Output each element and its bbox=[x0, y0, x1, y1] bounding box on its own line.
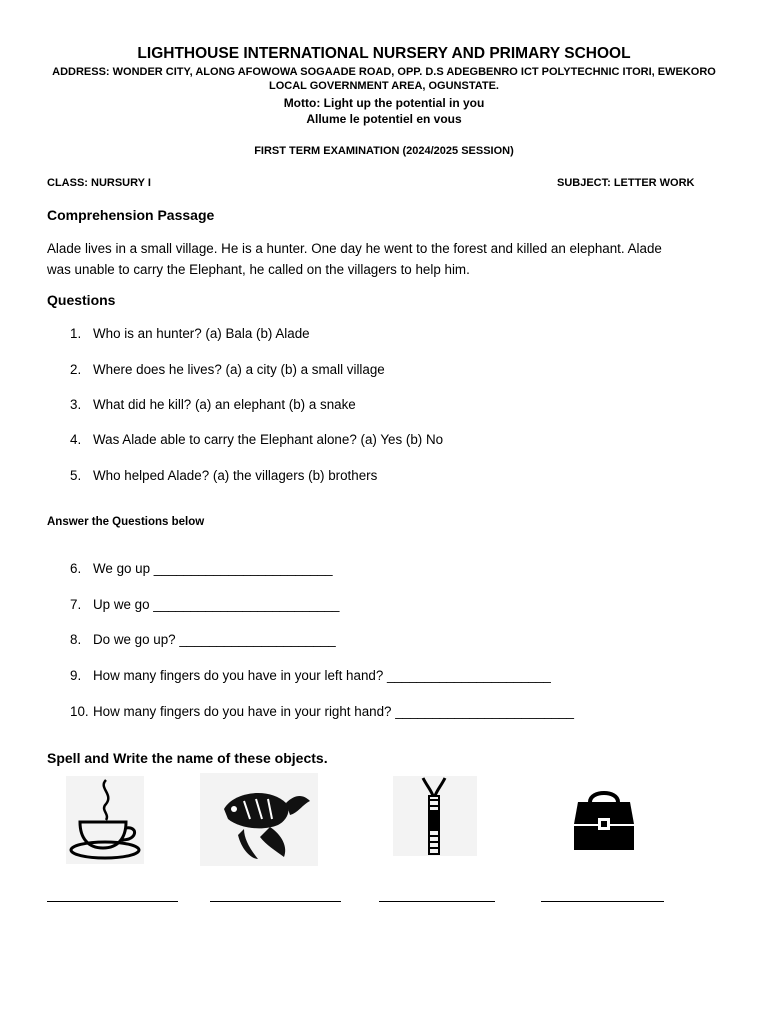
answer-blank-3[interactable] bbox=[379, 901, 495, 902]
question-number: 8. bbox=[70, 632, 82, 647]
answer-question-item bbox=[70, 704, 574, 719]
question-item bbox=[70, 397, 356, 412]
question-number: 3. bbox=[70, 397, 82, 412]
school-name: LIGHTHOUSE INTERNATIONAL NURSERY AND PRIMARY SCHOOL bbox=[137, 45, 631, 62]
motto-english: Motto: Light up the potential in you bbox=[283, 96, 485, 110]
comprehension-passage bbox=[47, 238, 727, 280]
handbag-icon bbox=[570, 786, 638, 852]
question-number: 7. bbox=[70, 597, 82, 612]
question-text: What did he kill? (a) an elephant (b) a snake bbox=[93, 397, 356, 412]
school-address bbox=[40, 66, 728, 93]
question-item bbox=[70, 468, 377, 483]
zipper-icon bbox=[393, 776, 477, 856]
question-number: 1. bbox=[70, 326, 82, 341]
question-number: 6. bbox=[70, 561, 82, 576]
cup-icon bbox=[66, 776, 144, 864]
answer-question-item bbox=[70, 668, 551, 683]
school-motto bbox=[0, 95, 768, 127]
address-line-1: ADDRESS: WONDER CITY, ALONG AFOWOWA SOGAADE ROAD, OPP. D.S ADEGBENRO ICT POLYTECHNIC ITORI, EWEKORO bbox=[52, 66, 716, 78]
subject-label: SUBJECT: LETTER WORK bbox=[557, 177, 695, 189]
comprehension-heading: Comprehension Passage bbox=[47, 207, 215, 223]
answer-blank-2[interactable] bbox=[210, 901, 341, 902]
question-item bbox=[70, 326, 310, 341]
question-text: Up we go _________________________ bbox=[93, 597, 340, 612]
answer-blank-4[interactable] bbox=[541, 901, 664, 902]
passage-line-2: was unable to carry the Elephant, he called on the villagers to help him. bbox=[47, 262, 470, 277]
answer-question-item bbox=[70, 561, 333, 576]
address-line-2: LOCAL GOVERNMENT AREA, OGUNSTATE. bbox=[269, 79, 499, 92]
question-text: Who is an hunter? (a) Bala (b) Alade bbox=[93, 326, 310, 341]
question-text: How many fingers do you have in your left hand? ______________________ bbox=[93, 668, 551, 683]
answer-question-item bbox=[70, 632, 336, 647]
answer-heading: Answer the Questions below bbox=[47, 516, 205, 528]
question-item bbox=[70, 362, 385, 377]
question-item bbox=[70, 432, 443, 447]
spell-heading: Spell and Write the name of these objects. bbox=[47, 750, 328, 766]
answer-question-item bbox=[70, 597, 339, 612]
questions-heading: Questions bbox=[47, 292, 116, 308]
question-text: Do we go up? _____________________ bbox=[93, 632, 336, 647]
question-number: 10. bbox=[70, 704, 89, 719]
fish-icon bbox=[200, 773, 318, 866]
question-number: 4. bbox=[70, 432, 82, 447]
question-text: Who helped Alade? (a) the villagers (b) brothers bbox=[93, 468, 378, 483]
exam-title: FIRST TERM EXAMINATION (2024/2025 SESSION) bbox=[254, 145, 514, 157]
answer-blank-1[interactable] bbox=[47, 901, 178, 902]
question-text: Where does he lives? (a) a city (b) a small village bbox=[93, 362, 385, 377]
question-number: 5. bbox=[70, 468, 82, 483]
question-text: We go up ________________________ bbox=[93, 561, 333, 576]
question-text: How many fingers do you have in your right hand? ________________________ bbox=[93, 704, 574, 719]
question-text: Was Alade able to carry the Elephant alone? (a) Yes (b) No bbox=[93, 432, 444, 447]
class-label: CLASS: NURSURY I bbox=[47, 177, 151, 189]
motto-french: Allume le potentiel en vous bbox=[306, 112, 462, 126]
passage-line-1: Alade lives in a small village. He is a hunter. One day he went to the forest and killed an elephant. Alade bbox=[47, 241, 662, 256]
question-number: 9. bbox=[70, 668, 82, 683]
question-number: 2. bbox=[70, 362, 82, 377]
